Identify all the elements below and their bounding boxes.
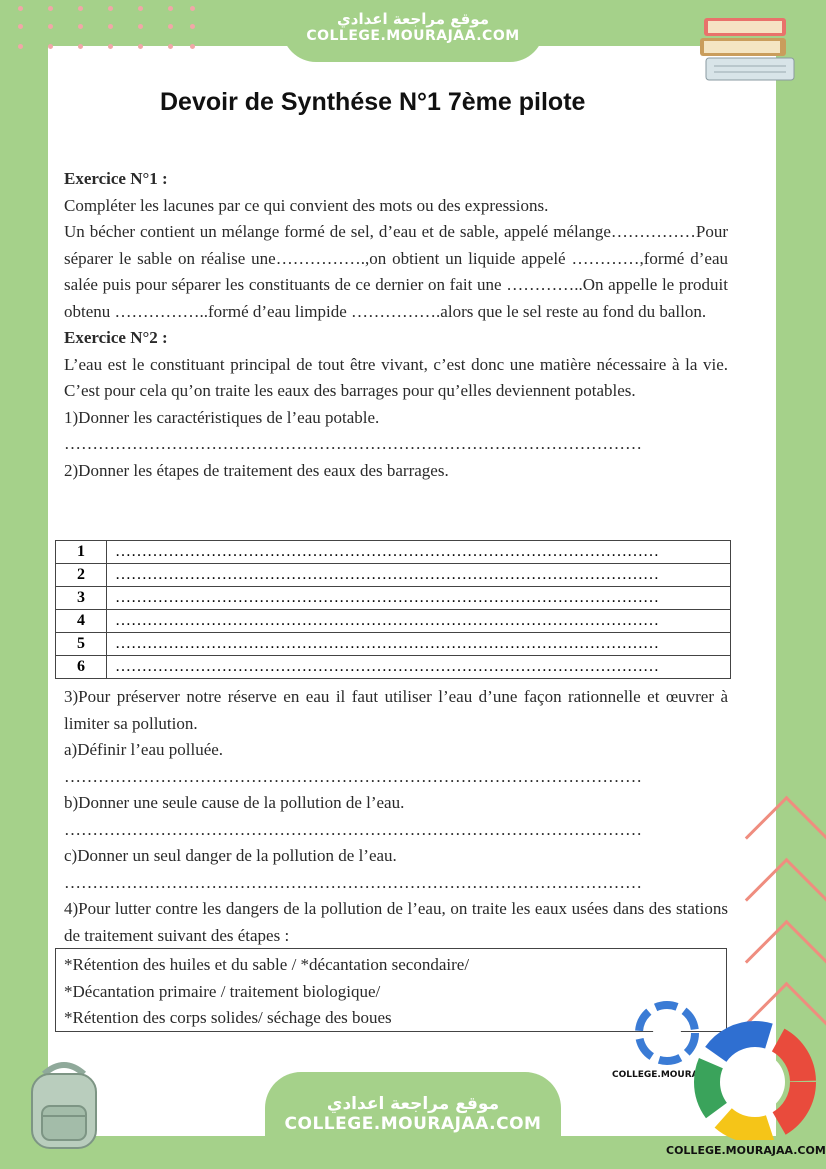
box-line: *Rétention des huiles et du sable / *décantation secondaire/ bbox=[64, 955, 470, 974]
table-row bbox=[56, 587, 731, 610]
question-4: 4)Pour lutter contre les dangers de la pollution de l’eau, on traite les eaux usées dans des stations de traitement suivant des étapes : bbox=[64, 899, 728, 945]
question-1: 1)Donner les caractéristiques de l’eau potable. bbox=[64, 407, 380, 427]
box-line: *Décantation primaire / traitement biologique/ bbox=[64, 981, 381, 1001]
page-title: Devoir de Synthése N°1 7ème pilote bbox=[160, 88, 586, 116]
header-site-arabic: موقع مراجعة اعدادي bbox=[337, 10, 489, 28]
step-number: 1 bbox=[56, 541, 107, 564]
backpack-icon bbox=[14, 1054, 114, 1154]
step-blank: ………………………………………………………………………………………… bbox=[107, 541, 731, 564]
exercise1-text: Un bécher contient un mélange formé de sel, d’eau et de sable, appelé mélange……………Pour séparer le sable on réalise une…………….,on obtient un liquide appelé …………,formé d’eau salée puis pour séparer les constituants de ce dernier on fait une …………..On appelle le produit obtenu ……………..formé d’eau limpide …………….alors que le sel reste au fond du ballon. bbox=[64, 222, 728, 321]
step-blank: ………………………………………………………………………………………… bbox=[107, 633, 731, 656]
document-body-part2 bbox=[64, 684, 728, 949]
table-row bbox=[56, 564, 731, 587]
header-banner bbox=[282, 2, 544, 62]
table-row bbox=[56, 633, 731, 656]
question-3b: b)Donner une seule cause de la pollution de l’eau. bbox=[64, 793, 405, 812]
exercise1-instruction: Compléter les lacunes par ce qui convient des mots ou des expressions. bbox=[64, 195, 549, 215]
table-row bbox=[56, 541, 731, 564]
step-blank: ………………………………………………………………………………………… bbox=[107, 587, 731, 610]
step-number: 3 bbox=[56, 587, 107, 610]
books-icon bbox=[694, 12, 804, 92]
table-row bbox=[56, 656, 731, 679]
logo-large-label: COLLEGE.MOURAJAA.COM bbox=[666, 1144, 826, 1157]
exercise2-heading: Exercice N°2 : bbox=[64, 328, 168, 347]
table-row bbox=[56, 610, 731, 633]
step-number: 4 bbox=[56, 610, 107, 633]
question-3c: c)Donner un seul danger de la pollution de l’eau. bbox=[64, 846, 397, 865]
box-line: *Rétention des corps solides/ séchage des boues bbox=[64, 1008, 392, 1027]
header-site-url[interactable]: COLLEGE.MOURAJAA.COM bbox=[306, 28, 520, 44]
step-blank: ………………………………………………………………………………………… bbox=[107, 610, 731, 633]
answer-line-3a: ………………………………………………………………………………………… bbox=[64, 766, 642, 786]
treatment-steps-box bbox=[55, 948, 727, 1032]
step-blank: ………………………………………………………………………………………… bbox=[107, 656, 731, 679]
step-number: 2 bbox=[56, 564, 107, 587]
answer-line-3c: ………………………………………………………………………………………… bbox=[64, 872, 642, 892]
question-3a: a)Définir l’eau polluée. bbox=[64, 740, 224, 759]
question-3: 3)Pour préserver notre réserve en eau il faut utiliser l’eau d’une façon rationnelle et œuvrer à limiter sa pollution. bbox=[64, 687, 728, 733]
footer-site-url[interactable]: COLLEGE.MOURAJAA.COM bbox=[284, 1114, 542, 1134]
steps-table bbox=[55, 540, 731, 679]
footer-site-arabic: موقع مراجعة اعدادي bbox=[326, 1094, 500, 1114]
exercise1-heading: Exercice N°1 : bbox=[64, 169, 168, 188]
step-number: 6 bbox=[56, 656, 107, 679]
answer-line-1: ………………………………………………………………………………………… bbox=[64, 434, 642, 453]
step-blank: ………………………………………………………………………………………… bbox=[107, 564, 731, 587]
exercise2-intro: L’eau est le constituant principal de tout être vivant, c’est donc une matière nécessaire à la vie. C’est pour cela qu’on traite les eaux des barrages pour qu’elles deviennent potables. bbox=[64, 354, 728, 400]
logo-small-label: COLLEGE.MOURAJ bbox=[612, 1070, 702, 1080]
step-number: 5 bbox=[56, 633, 107, 656]
footer-banner bbox=[265, 1072, 561, 1144]
answer-line-3b: ………………………………………………………………………………………… bbox=[64, 819, 642, 839]
site-logo-large bbox=[690, 1020, 820, 1140]
question-2: 2)Donner les étapes de traitement des eaux des barrages. bbox=[64, 460, 449, 480]
chevron-decoration bbox=[730, 790, 826, 1050]
decorative-dots bbox=[0, 0, 200, 60]
document-body bbox=[64, 166, 728, 484]
